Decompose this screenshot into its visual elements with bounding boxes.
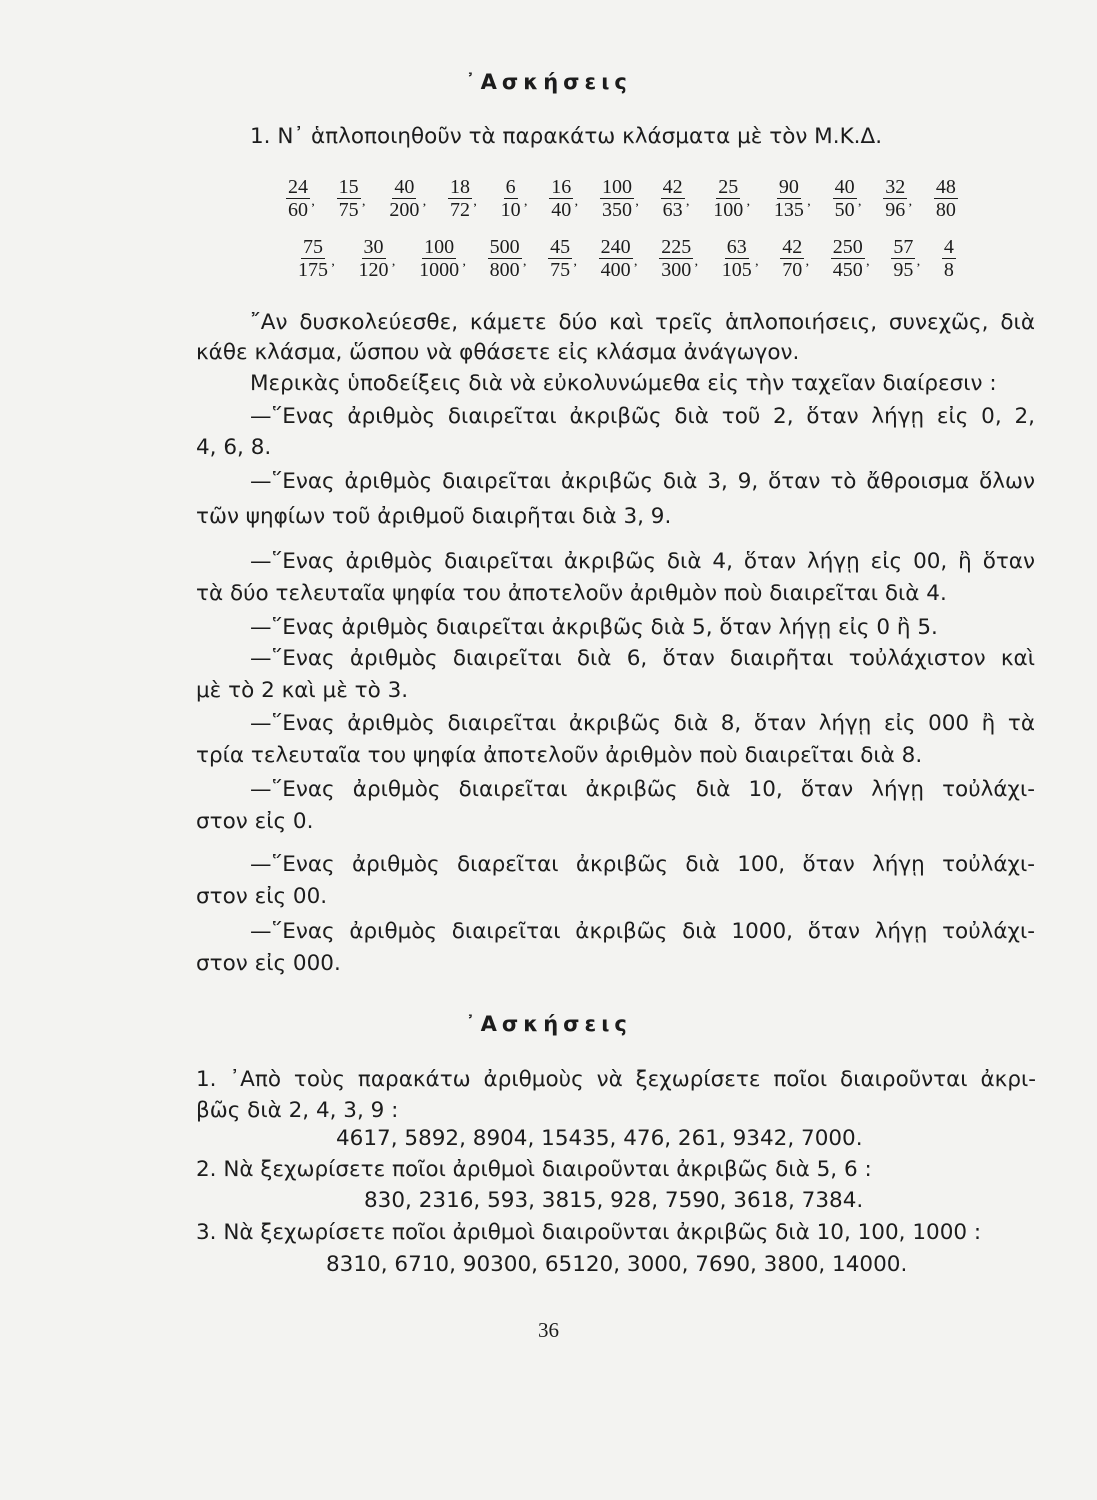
fraction-denominator: 135 <box>773 199 804 221</box>
fraction <box>387 176 428 221</box>
fraction-separator: ᾿ <box>753 260 760 280</box>
fraction-denominator: 95 <box>893 259 914 281</box>
fraction-separator: ᾿ <box>421 200 428 220</box>
text-line: στον εἰς 0. <box>196 809 314 834</box>
fraction <box>448 176 478 221</box>
fraction <box>296 236 336 281</box>
fraction-numerator: 16 <box>551 176 572 198</box>
fraction-denominator: 200 <box>389 199 420 221</box>
fraction <box>720 236 760 281</box>
text-line: κάθε κλάσμα, ὥσπου νὰ φθάσετε εἰς κλάσμα ἀνάγωγον. <box>196 340 800 365</box>
fraction-separator: ᾿ <box>521 260 528 280</box>
fraction-denominator: 10 <box>500 199 521 221</box>
fraction-separator: ᾿ <box>915 260 922 280</box>
fraction-numerator: 6 <box>505 176 516 198</box>
fraction <box>488 236 528 281</box>
text-line: —῞Ενας ἀριθμὸς διαιρεῖται ἀκριβῶς διὰ 8, ὅταν λήγῃ εἰς 000 ἢ τὰ <box>250 711 1035 736</box>
text-line: 4, 6, 8. <box>196 435 272 460</box>
text-line: ῎Αν δυσκολεύεσθε, κάμετε δύο καὶ τρεῖς ἁπλοποιήσεις, συνεχῶς, διὰ <box>250 310 1035 335</box>
fraction <box>357 236 397 281</box>
text-line: μὲ τὸ 2 καὶ μὲ τὸ 3. <box>196 678 409 703</box>
fraction-numerator: 40 <box>834 176 855 198</box>
text-line: —῞Ενας ἀριθμὸς διαιρεῖται ἀκριβῶς διὰ 5, ὅταν λήγῃ εἰς 0 ἢ 5. <box>250 615 938 640</box>
fraction-separator: ᾿ <box>633 200 640 220</box>
fraction-numerator: 15 <box>338 176 359 198</box>
text-line: Μερικὰς ὑποδείξεις διὰ νὰ εὐκολυνώμεθα εἰς τὴν ταχεῖαν διαίρεσιν : <box>250 371 997 396</box>
fraction-numerator: 250 <box>832 236 863 258</box>
fraction <box>772 176 812 221</box>
text-line: —῞Ενας ἀριθμὸς διαιρεῖται ἀκριβῶς διὰ τοῦ 2, ὅταν λήγῃ εἰς 0, 2, <box>250 404 1035 429</box>
fraction-separator: ᾿ <box>573 200 580 220</box>
exercise-1-title: 1. Ν᾿ ἁπλοποιηθοῦν τὰ παρακάτω κλάσματα μὲ τὸν Μ.Κ.Δ. <box>250 124 883 149</box>
fraction-numerator: 42 <box>662 176 683 198</box>
fraction-numerator: 225 <box>661 236 692 258</box>
exercises-heading-2: ᾿Ασκήσεις <box>465 1012 632 1036</box>
fraction <box>833 176 863 221</box>
fraction-separator: ᾿ <box>745 200 752 220</box>
fraction-denominator: 350 <box>601 199 632 221</box>
fraction <box>891 236 922 281</box>
fraction-separator: ᾿ <box>693 260 700 280</box>
fraction-denominator: 75 <box>338 199 359 221</box>
fraction-denominator: 1000 <box>419 259 460 281</box>
fraction-numerator: 4 <box>943 236 954 258</box>
fractions-row-2 <box>296 236 956 292</box>
fractions-row-1 <box>286 176 958 232</box>
fraction-numerator: 500 <box>489 236 520 258</box>
text-line: —῞Ενας ἀριθμὸς διαιρεῖται ἀκριβῶς διὰ 3, 9, ὅταν τὸ ἄθροισμα ὅλων <box>250 469 1035 494</box>
fraction <box>942 236 956 281</box>
exercises-heading: ᾿Ασκήσεις <box>465 70 632 94</box>
fraction-separator: ᾿ <box>572 260 579 280</box>
fraction <box>337 176 367 221</box>
fraction-denominator: 105 <box>721 259 752 281</box>
fraction-separator: ᾿ <box>360 200 367 220</box>
fraction-numerator: 57 <box>893 236 914 258</box>
fraction-denominator: 96 <box>885 199 906 221</box>
text-line: —῞Ενας ἀριθμὸς διαιρεῖται ἀκριβῶς διὰ 4, ὅταν λήγῃ εἰς 00, ἢ ὅταν <box>250 549 1035 574</box>
text-line: —῞Ενας ἀριθμὸς διαρεῖται ἀκριβῶς διὰ 100, ὅταν λήγῃ τοὐλάχι- <box>250 852 1035 877</box>
fraction-separator: ᾿ <box>330 260 336 280</box>
fraction-separator: ᾿ <box>684 200 691 220</box>
fraction <box>661 176 691 221</box>
text-line: στον εἰς 000. <box>196 951 341 976</box>
fraction <box>600 176 640 221</box>
fraction <box>659 236 700 281</box>
fraction-separator: ᾿ <box>856 200 863 220</box>
fraction-numerator: 75 <box>303 236 323 258</box>
fraction-separator: ᾿ <box>632 260 639 280</box>
fraction-numerator: 30 <box>363 236 384 258</box>
fraction <box>549 176 580 221</box>
fraction-denominator: 300 <box>661 259 692 281</box>
fraction-denominator: 175 <box>298 259 328 281</box>
text-line: τῶν ψηφίων τοῦ ἀριθμοῦ διαιρῆται διὰ 3, 9. <box>196 504 672 529</box>
text-line: τρία τελευταῖα του ψηφία ἀποτελοῦν ἀριθμὸν ποὺ διαιρεῖται διὰ 8. <box>196 743 923 768</box>
fraction-numerator: 240 <box>600 236 631 258</box>
fraction-denominator: 400 <box>600 259 631 281</box>
page-number: 36 <box>538 1318 559 1342</box>
fraction-denominator: 63 <box>662 199 683 221</box>
fraction-separator: ᾿ <box>390 260 397 280</box>
fraction-separator: ᾿ <box>310 200 316 220</box>
fraction-separator: ᾿ <box>804 260 811 280</box>
fraction-separator: ᾿ <box>907 200 914 220</box>
fraction-denominator: 80 <box>935 199 956 221</box>
text-line: —῞Ενας ἀριθμὸς διαιρεῖται διὰ 6, ὅταν διαιρῆται τοὐλάχιστον καὶ <box>250 646 1035 671</box>
fraction-denominator: 40 <box>551 199 572 221</box>
fraction-separator: ᾿ <box>522 200 529 220</box>
fraction-denominator: 800 <box>489 259 520 281</box>
fraction-denominator: 450 <box>832 259 863 281</box>
text-line: στον εἰς 00. <box>196 884 328 909</box>
exercise-line: 830, 2316, 593, 3815, 928, 7590, 3618, 7384. <box>364 1188 864 1213</box>
exercise-line: 8310, 6710, 90300, 65120, 3000, 7690, 3800, 14000. <box>326 1252 908 1277</box>
fraction <box>548 236 579 281</box>
text-line: —῞Ενας ἀριθμὸς διαιρεῖται ἀκριβῶς διὰ 1000, ὅταν λήγῃ τοὐλάχι- <box>250 919 1035 944</box>
fraction-separator: ᾿ <box>864 260 871 280</box>
exercise-line: 4617, 5892, 8904, 15435, 476, 261, 9342, 7000. <box>336 1126 863 1151</box>
fraction <box>417 236 468 281</box>
fraction-denominator: 120 <box>358 259 389 281</box>
text-line: —῞Ενας ἀριθμὸς διαιρεῖται ἀκριβῶς διὰ 10, ὅταν λήγῃ τοὐλάχι- <box>250 777 1035 802</box>
fraction-denominator: 75 <box>550 259 571 281</box>
fraction <box>286 176 316 221</box>
fraction-denominator: 72 <box>449 199 470 221</box>
fraction-numerator: 18 <box>449 176 470 198</box>
exercise-line: βῶς διὰ 2, 4, 3, 9 : <box>196 1098 399 1123</box>
fraction <box>831 236 871 281</box>
fraction <box>934 176 958 221</box>
fraction-numerator: 45 <box>550 236 571 258</box>
text-line: τὰ δύο τελευταῖα ψηφία του ἀποτελοῦν ἀριθμὸν ποὺ διαιρεῖται διὰ 4. <box>196 581 947 606</box>
exercise-line: 2. Νὰ ξεχωρίσετε ποῖοι ἀριθμοὶ διαιροῦνται ἀκριβῶς διὰ 5, 6 : <box>196 1157 872 1182</box>
fraction-numerator: 100 <box>424 236 455 258</box>
fraction-separator: ᾿ <box>471 200 478 220</box>
fraction <box>780 236 811 281</box>
fraction-numerator: 42 <box>782 236 803 258</box>
fraction-numerator: 25 <box>718 176 739 198</box>
fraction-denominator: 50 <box>834 199 855 221</box>
fraction-numerator: 48 <box>935 176 956 198</box>
fraction-numerator: 90 <box>778 176 799 198</box>
fraction-denominator: 8 <box>943 259 954 281</box>
fraction <box>499 176 529 221</box>
fraction-numerator: 40 <box>394 176 415 198</box>
exercise-line: 3. Νὰ ξεχωρίσετε ποῖοι ἀριθμοὶ διαιροῦνται ἀκριβῶς διὰ 10, 100, 1000 : <box>196 1220 982 1245</box>
fraction-numerator: 63 <box>726 236 747 258</box>
fraction-separator: ᾿ <box>461 260 468 280</box>
fraction-separator: ᾿ <box>805 200 812 220</box>
fraction <box>711 176 752 221</box>
exercise-line: 1. ᾿Απὸ τοὺς παρακάτω ἀριθμοὺς νὰ ξεχωρίσετε ποῖοι διαιροῦνται ἀκρι- <box>196 1067 1036 1092</box>
fraction-denominator: 60 <box>288 199 308 221</box>
fraction <box>883 176 914 221</box>
fraction-numerator: 100 <box>601 176 632 198</box>
fraction-denominator: 100 <box>713 199 744 221</box>
fraction-denominator: 70 <box>782 259 803 281</box>
fraction-numerator: 32 <box>885 176 906 198</box>
fraction <box>599 236 639 281</box>
fraction-numerator: 24 <box>288 176 308 198</box>
